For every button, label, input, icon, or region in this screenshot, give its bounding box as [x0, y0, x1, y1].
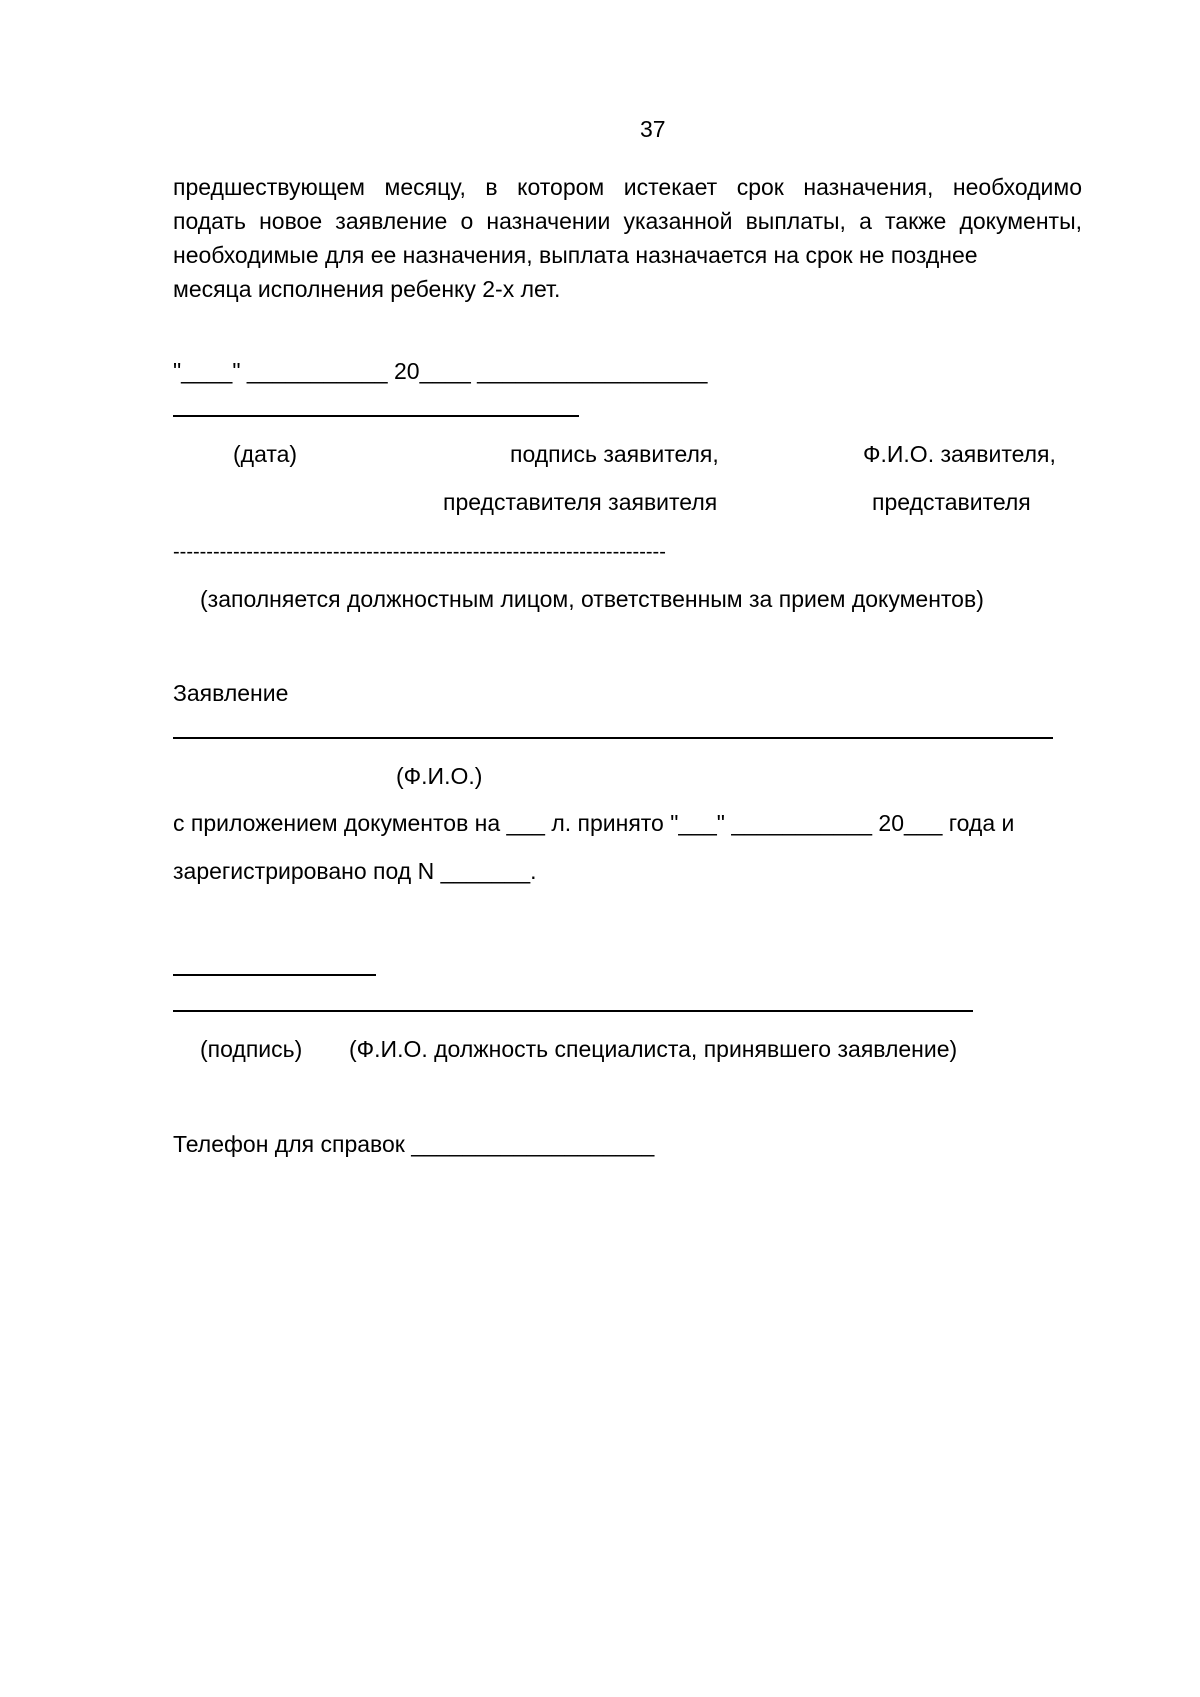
intro-paragraph: [173, 170, 1082, 306]
label-signature-applicant: подпись заявителя,: [510, 441, 719, 467]
intro-line-2: подать новое заявление о назначении указанной выплаты, а также документы,: [173, 208, 1082, 234]
label-name-representative: представителя: [872, 489, 1031, 515]
specialist-signature-underline: [173, 974, 376, 976]
intro-line-1: предшествующем месяцу, в котором истекает срок назначения, необходимо: [173, 174, 1082, 200]
specialist-name-underline: [173, 1010, 973, 1012]
label-name-applicant: Ф.И.О. заявителя,: [863, 441, 1056, 467]
official-note: (заполняется должностным лицом, ответственным за прием документов): [200, 586, 984, 612]
page-number: 37: [640, 116, 666, 142]
intro-line-4: месяца исполнения ребенку 2-х лет.: [173, 276, 561, 302]
dashed-separator: --------------------------------------------------------------------------: [173, 542, 666, 562]
statement-label: Заявление: [173, 680, 289, 706]
label-specialist-name-position: (Ф.И.О. должность специалиста, принявшего заявление): [349, 1036, 958, 1062]
statement-fio-underline: [173, 737, 1053, 739]
applicant-date-signature-line: "____" ___________ 20____ __________________: [173, 358, 708, 384]
fio-label: (Ф.И.О.): [396, 763, 483, 789]
registered-line: зарегистрировано под N _______.: [173, 858, 537, 884]
label-specialist-signature: (подпись): [200, 1036, 303, 1062]
applicant-name-underline: [173, 415, 579, 417]
phone-label: Телефон для справок ___________________: [173, 1131, 655, 1157]
intro-line-3: необходимые для ее назначения, выплата назначается на срок не позднее: [173, 242, 978, 268]
acceptance-line: с приложением документов на ___ л. принято "___" ___________ 20___ года и: [173, 810, 1015, 836]
label-date: (дата): [233, 441, 298, 467]
label-signature-representative: представителя заявителя: [443, 489, 718, 515]
